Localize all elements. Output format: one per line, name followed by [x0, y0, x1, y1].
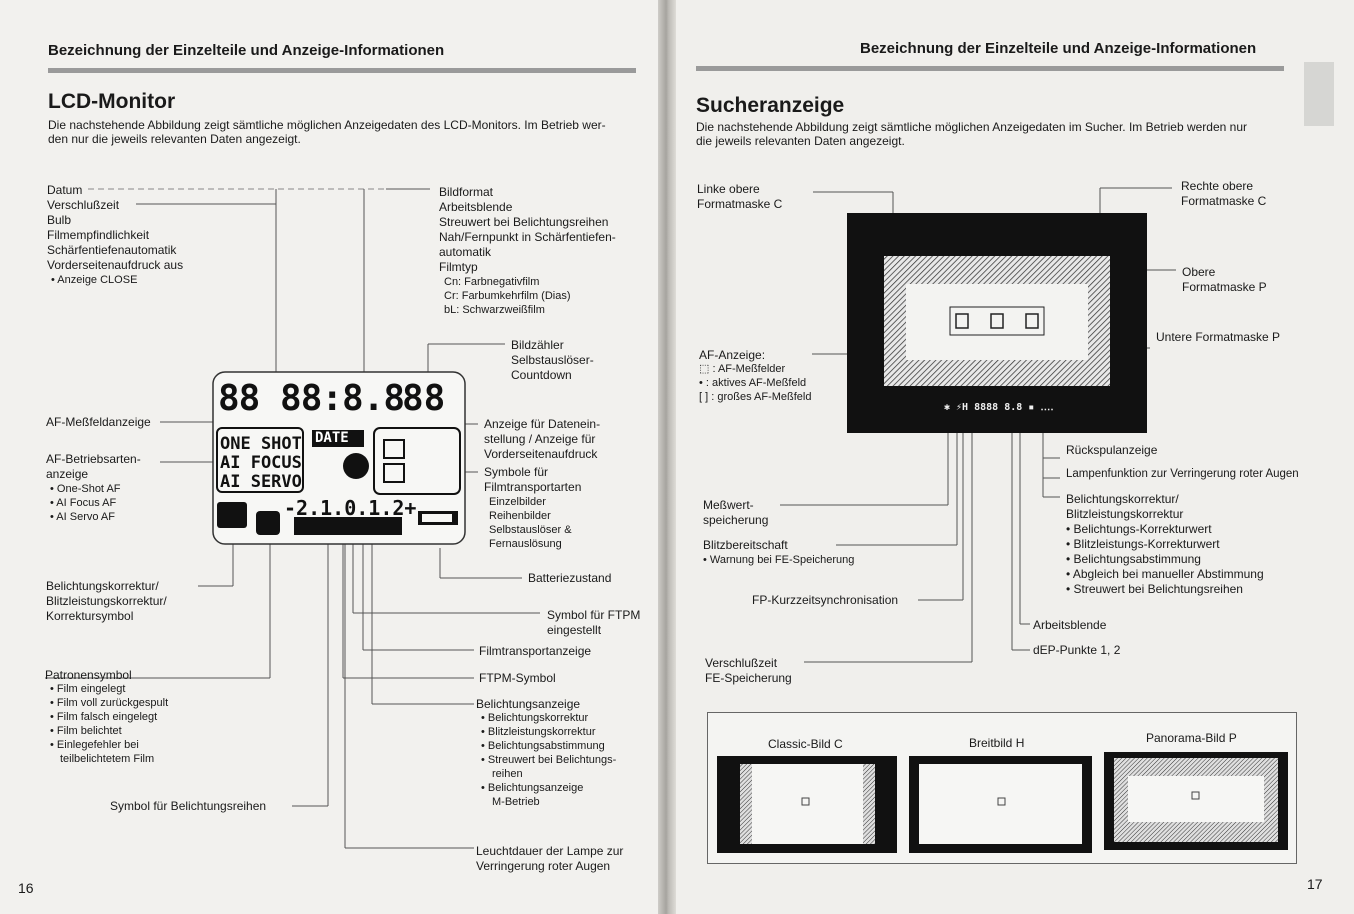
- lcd-frame-counter: 88: [402, 378, 446, 419]
- label-abgleich-manuell: • Abgleich bei manueller Abstimmung: [1066, 567, 1264, 581]
- label-blitzleistungs-korrekturwert: • Blitzleistungs-Korrekturwert: [1066, 537, 1220, 551]
- left-intro-line-2: den nur die jeweils relevanten Daten angezeigt.: [48, 132, 301, 146]
- left-header: Bezeichnung der Einzelteile und Anzeige-Informationen: [48, 42, 445, 59]
- label-ftpm-eingestellt: eingestellt: [547, 623, 602, 637]
- lcd-af-one-shot: ONE SHOT: [220, 434, 302, 454]
- label-speicherung: speicherung: [703, 513, 769, 527]
- label-linke-obere: Linke obere: [697, 182, 760, 196]
- lcd-top-digits: 88 88:8.8: [218, 378, 405, 419]
- label-streuwert: Streuwert bei Belichtungsreihen: [439, 215, 609, 229]
- label-patronensymbol: Patronensymbol: [45, 668, 132, 682]
- label-obere-formatmaske: Formatmaske P: [1182, 280, 1267, 294]
- label-belichtungskorrektur-r: Belichtungskorrektur/: [1066, 492, 1179, 506]
- label-ai-focus-af: • AI Focus AF: [50, 497, 117, 509]
- label-bulb: Bulb: [47, 213, 72, 227]
- page-number-right: 17: [1307, 876, 1323, 892]
- lcd-af-ai-servo: AI SERVO: [220, 472, 302, 492]
- label-verschlusszeit-r: Verschlußzeit: [705, 656, 778, 670]
- label-streuwert-reihen: • Streuwert bei Belichtungs-: [481, 754, 617, 766]
- label-selbstausloeser: Selbstauslöser-: [511, 353, 594, 367]
- label-selbstausloeser-fern: Selbstauslöser &: [489, 524, 572, 536]
- label-messwert: Meßwert-: [703, 498, 754, 512]
- label-teilbelichtet: teilbelichtetem Film: [60, 753, 155, 765]
- label-filmtyp-cn: Cn: Farbnegativfilm: [444, 276, 540, 288]
- label-m-betrieb: M-Betrieb: [492, 796, 540, 808]
- label-filmtyp-bl: bL: Schwarzweißfilm: [444, 304, 545, 316]
- label-belichtungskorrektur: Belichtungskorrektur/: [46, 579, 159, 593]
- right-intro-line-1: Die nachstehende Abbildung zeigt sämtliche möglichen Anzeigedaten im Sucher. Im Betrieb werden nur: [696, 120, 1247, 134]
- lcd-af-ai-focus: AI FOCUS: [220, 453, 302, 473]
- label-lampenfunktion: Lampenfunktion zur Verringerung roter Augen: [1066, 468, 1299, 480]
- format-label-classic: Classic-Bild C: [768, 737, 843, 751]
- label-film-belichtet: • Film belichtet: [50, 725, 122, 737]
- format-label-breit: Breitbild H: [969, 736, 1025, 750]
- label-symbole-fuer: Symbole für: [484, 465, 549, 479]
- label-nah-fernpunkt-2: automatik: [439, 245, 492, 259]
- label-af-betriebsarten-2: anzeige: [46, 467, 89, 481]
- label-fe-speicherung: FE-Speicherung: [705, 671, 792, 685]
- label-filmtyp: Filmtyp: [439, 260, 478, 274]
- label-one-shot-af: • One-Shot AF: [50, 483, 121, 495]
- label-symbol-belichtungsreihen: Symbol für Belichtungsreihen: [110, 799, 267, 813]
- label-af-messfelder: ⬚ : AF-Meßfelder: [699, 363, 786, 375]
- label-filmtransportarten: Filmtransportarten: [484, 480, 582, 494]
- label-film-eingelegt: • Film eingelegt: [50, 683, 126, 695]
- viewfinder-readout: ✱ ⚡H 8888 8.8 ▪ ‥‥: [944, 402, 1054, 413]
- label-vorderseitenaufdruck: Vorderseitenaufdruck aus: [47, 258, 184, 272]
- label-blitzleistungskorrektur-r: Blitzleistungskorrektur: [1066, 507, 1184, 521]
- label-rueckspulanzeige: Rückspulanzeige: [1066, 443, 1158, 457]
- label-dep-punkte: dEP-Punkte 1, 2: [1033, 643, 1121, 657]
- lcd-exposure-scale: -2.1.0.1.2+: [284, 496, 417, 520]
- label-fp-kurzzeitsync: FP-Kurzzeitsynchronisation: [752, 593, 899, 607]
- label-dateneinstellung-3: Vorderseitenaufdruck: [484, 447, 598, 461]
- label-blitzbereitschaft: Blitzbereitschaft: [703, 538, 788, 552]
- sucheranzeige-title: Sucheranzeige: [696, 94, 845, 117]
- label-bildzaehler: Bildzähler: [511, 338, 564, 352]
- label-blitzleistungskorrektur-b: • Blitzleistungskorrektur: [481, 726, 596, 738]
- lcd-date-badge: DATE: [315, 430, 349, 446]
- label-aktives-af-messfeld: • : aktives AF-Meßfeld: [699, 377, 807, 389]
- label-schaerfentiefenautomatik: Schärfentiefenautomatik: [47, 243, 177, 257]
- label-af-anzeige: AF-Anzeige:: [699, 348, 766, 362]
- label-arbeitsblende: Arbeitsblende: [439, 200, 513, 214]
- label-ai-servo-af: • AI Servo AF: [50, 511, 115, 523]
- label-obere: Obere: [1182, 265, 1216, 279]
- label-reihen: reihen: [492, 768, 523, 780]
- label-belichtungs-korrekturwert: • Belichtungs-Korrekturwert: [1066, 522, 1212, 536]
- label-warnung-fe: • Warnung bei FE-Speicherung: [703, 554, 855, 566]
- label-korrektursymbol: Korrektursymbol: [46, 609, 134, 623]
- label-fernausloesung: Fernauslösung: [489, 538, 562, 550]
- label-belichtungsanzeige: Belichtungsanzeige: [476, 697, 581, 711]
- label-filmtyp-cr: Cr: Farbumkehrfilm (Dias): [444, 290, 571, 302]
- right-intro-line-2: die jeweils relevanten Daten angezeigt.: [696, 134, 905, 148]
- label-nah-fernpunkt: Nah/Fernpunkt in Schärfentiefen-: [439, 230, 616, 244]
- label-leuchtdauer: Leuchtdauer der Lampe zur: [476, 844, 624, 858]
- label-filmempfindlichkeit: Filmempfindlichkeit: [47, 228, 150, 242]
- right-header: Bezeichnung der Einzelteile und Anzeige-Informationen: [860, 40, 1257, 57]
- label-bildformat: Bildformat: [439, 185, 494, 199]
- label-rechte-obere: Rechte obere: [1181, 179, 1254, 193]
- label-symbol-ftpm: Symbol für FTPM: [547, 608, 641, 622]
- label-af-messfeldanzeige: AF-Meßfeldanzeige: [46, 415, 151, 429]
- label-blitzleistungskorrektur: Blitzleistungskorrektur/: [46, 594, 167, 608]
- label-anzeige-close: • Anzeige CLOSE: [51, 274, 138, 286]
- label-film-zurueckgespult: • Film voll zurückgespult: [50, 697, 169, 709]
- label-countdown: Countdown: [511, 368, 572, 382]
- lcd-monitor-title: LCD-Monitor: [48, 90, 176, 113]
- page-number-left: 16: [18, 880, 34, 896]
- label-einzelbilder: Einzelbilder: [489, 496, 546, 508]
- label-belichtungsanzeige-m: • Belichtungsanzeige: [481, 782, 584, 794]
- label-rote-augen: Verringerung roter Augen: [476, 859, 611, 873]
- label-einlegefehler: • Einlegefehler bei: [50, 739, 139, 751]
- label-linke-formatmaske: Formatmaske C: [697, 197, 783, 211]
- format-label-panorama: Panorama-Bild P: [1146, 731, 1237, 745]
- label-dateneinstellung: Anzeige für Datenein-: [484, 417, 601, 431]
- label-film-falsch: • Film falsch eingelegt: [50, 711, 158, 723]
- label-belichtungsabstimmung: • Belichtungsabstimmung: [481, 740, 605, 752]
- label-belichtungskorrektur-b: • Belichtungskorrektur: [481, 712, 589, 724]
- label-belichtungsabstimmung-r: • Belichtungsabstimmung: [1066, 552, 1201, 566]
- label-streuwert-r: • Streuwert bei Belichtungsreihen: [1066, 582, 1243, 596]
- label-dateneinstellung-2: stellung / Anzeige für: [484, 432, 596, 446]
- left-intro-line-1: Die nachstehende Abbildung zeigt sämtliche möglichen Anzeigedaten des LCD-Monitors. Im Betrieb wer-: [48, 118, 606, 132]
- label-datum: Datum: [47, 183, 83, 197]
- label-filmtransportanzeige: Filmtransportanzeige: [479, 644, 592, 658]
- label-untere-formatmaske: Untere Formatmaske P: [1156, 330, 1281, 344]
- label-arbeitsblende-r: Arbeitsblende: [1033, 618, 1107, 632]
- label-verschlusszeit: Verschlußzeit: [47, 198, 120, 212]
- label-af-betriebsarten: AF-Betriebsarten-: [46, 452, 141, 466]
- label-batteriezustand: Batteriezustand: [528, 571, 612, 585]
- label-reihenbilder: Reihenbilder: [489, 510, 551, 522]
- label-grosses-af-messfeld: [ ] : großes AF-Meßfeld: [699, 391, 812, 403]
- label-rechte-formatmaske: Formatmaske C: [1181, 194, 1267, 208]
- label-ftpm-symbol: FTPM-Symbol: [479, 671, 556, 685]
